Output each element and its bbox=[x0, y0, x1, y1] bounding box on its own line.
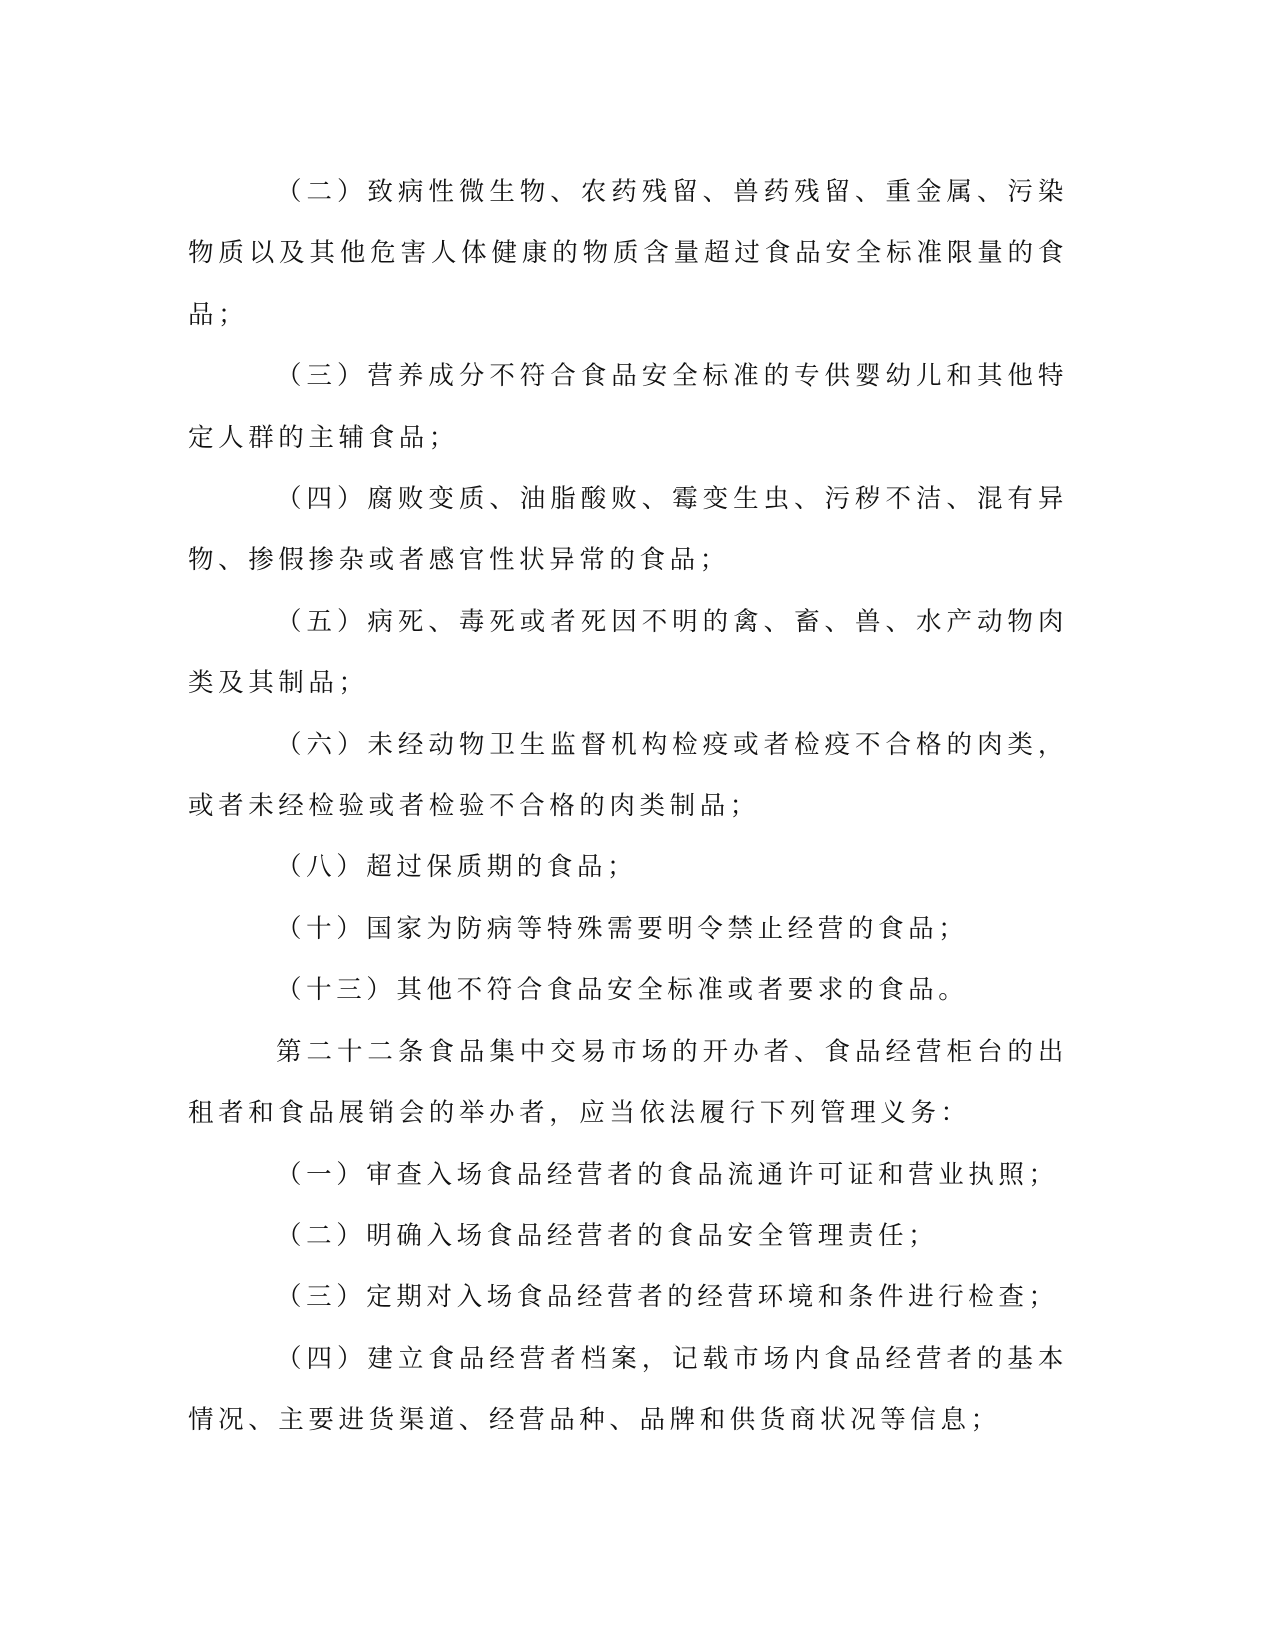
paragraph-item-8: （八）超过保质期的食品； bbox=[276, 852, 638, 883]
paragraph-item-2: （二）致病性微生物、农药残留、兽药残留、重金属、污染物质以及其他危害人体健康的物质含量超过食品安全标准限量的食品； bbox=[188, 177, 1068, 330]
duty-item-3: （三）定期对入场食品经营者的经营环境和条件进行检查； bbox=[276, 1282, 1059, 1313]
article-22-heading: 第二十二条食品集中交易市场的开办者、食品经营柜台的出租者和食品展销会的举办者，应当依法履行下列管理义务： bbox=[188, 1036, 1068, 1129]
duty-item-1: （一）审查入场食品经营者的食品流通许可证和营业执照； bbox=[276, 1159, 1059, 1190]
document-page bbox=[188, 162, 1068, 1452]
duty-item-4: （四）建立食品经营者档案，记载市场内食品经营者的基本情况、主要进货渠道、经营品种、品牌和供货商状况等信息； bbox=[188, 1343, 1068, 1436]
paragraph-item-13: （十三）其他不符合食品安全标准或者要求的食品。 bbox=[276, 975, 969, 1006]
paragraph-item-10: （十）国家为防病等特殊需要明令禁止经营的食品； bbox=[276, 913, 969, 944]
paragraph-item-6: （六）未经动物卫生监督机构检疫或者检疫不合格的肉类，或者未经检验或者检验不合格的肉类制品； bbox=[188, 729, 1068, 822]
paragraph-item-5: （五）病死、毒死或者死因不明的禽、畜、兽、水产动物肉类及其制品； bbox=[188, 606, 1068, 699]
paragraph-item-4: （四）腐败变质、油脂酸败、霉变生虫、污秽不洁、混有异物、掺假掺杂或者感官性状异常的食品； bbox=[188, 484, 1068, 576]
duty-item-2: （二）明确入场食品经营者的食品安全管理责任； bbox=[276, 1220, 939, 1251]
paragraph-item-3: （三）营养成分不符合食品安全标准的专供婴幼儿和其他特定人群的主辅食品； bbox=[188, 361, 1068, 453]
